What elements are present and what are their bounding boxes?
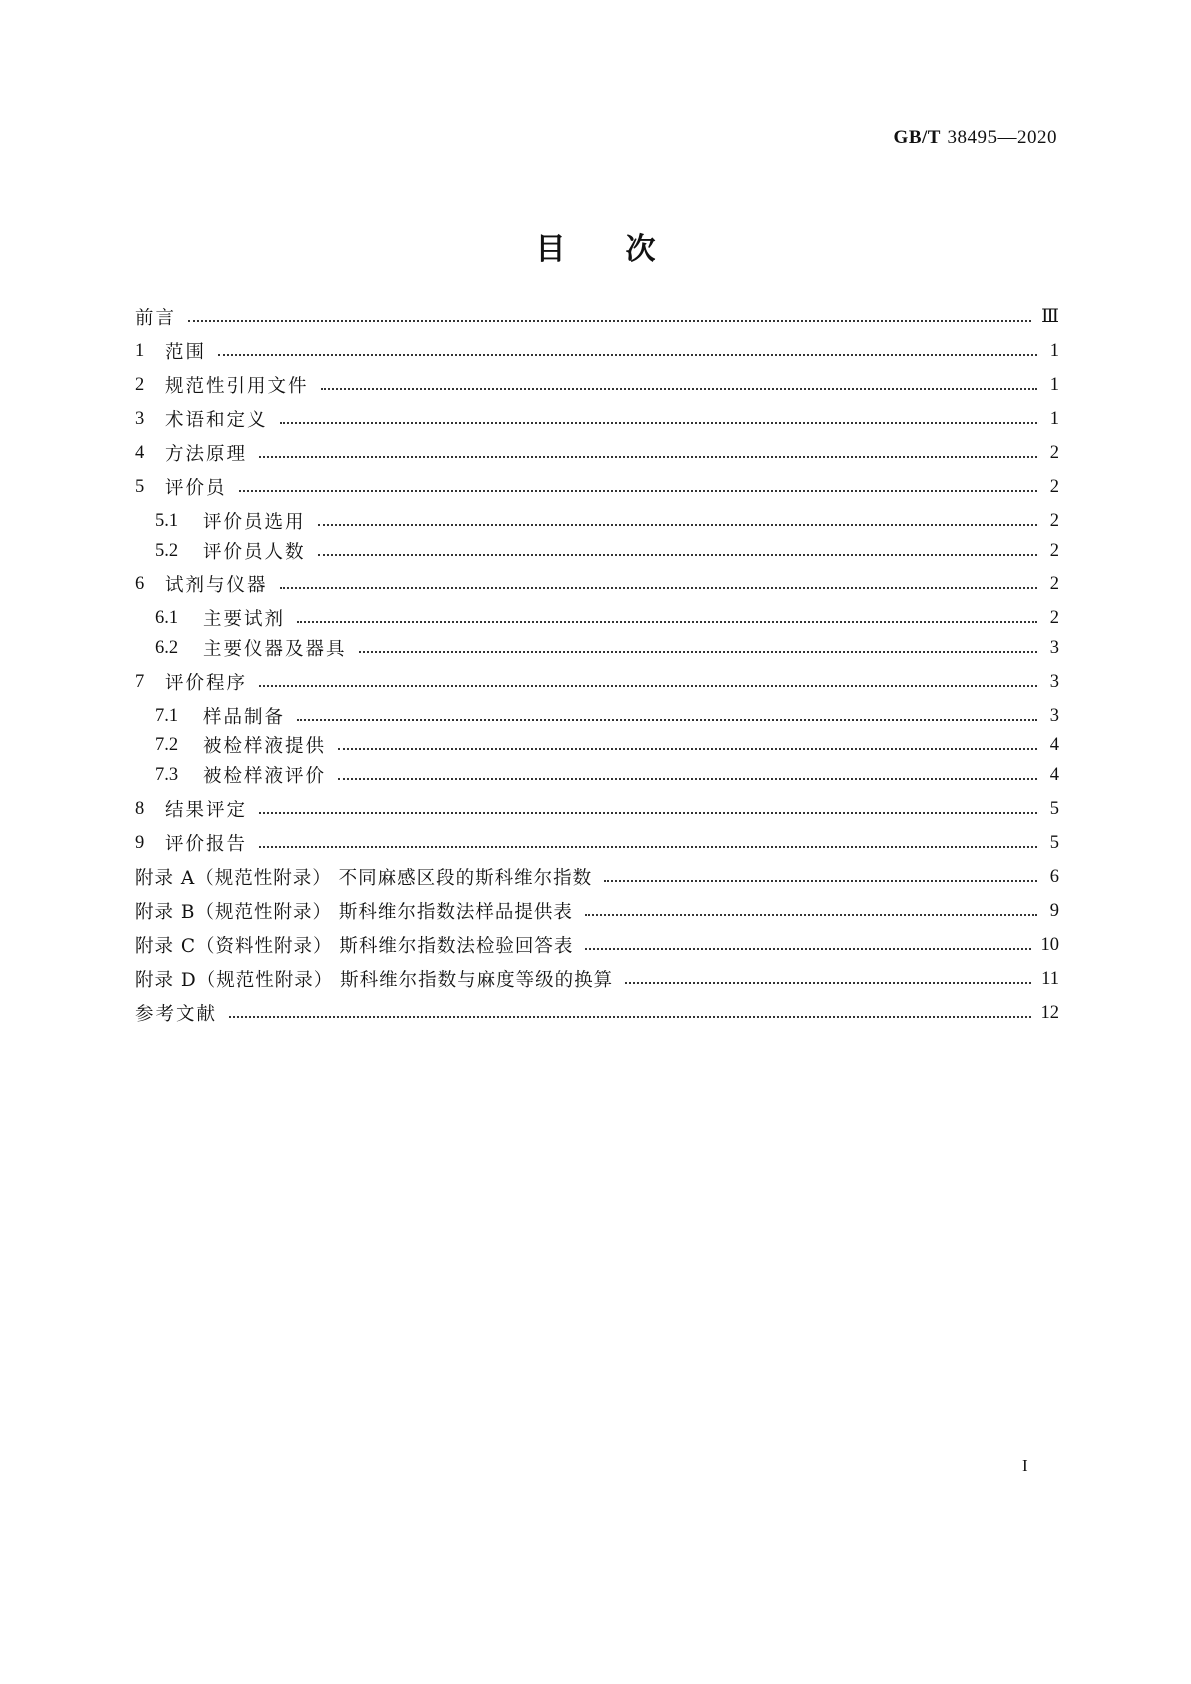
toc-entry-page: 2 bbox=[1049, 540, 1059, 561]
toc-entry-page: 1 bbox=[1049, 374, 1059, 395]
dot-leader bbox=[604, 880, 1037, 882]
toc-entry-page: 2 bbox=[1049, 510, 1059, 531]
standard-prefix: GB/T bbox=[893, 127, 941, 148]
toc-entry-2[interactable] bbox=[135, 371, 1059, 399]
toc-entry-6-2[interactable] bbox=[155, 634, 1059, 662]
toc-entry-8[interactable] bbox=[135, 795, 1059, 823]
table-of-contents bbox=[135, 0, 1059, 1684]
toc-entry-page: 10 bbox=[1040, 934, 1059, 955]
toc-entry-references[interactable] bbox=[135, 999, 1059, 1027]
dot-leader bbox=[259, 456, 1037, 458]
toc-entry-label: 规范性引用文件 bbox=[165, 376, 309, 397]
toc-entry-label: 主要仪器及器具 bbox=[203, 639, 347, 660]
toc-entry-label: 结果评定 bbox=[165, 800, 248, 821]
toc-entry-page: 1 bbox=[1049, 340, 1059, 361]
toc-entry-label: 评价程序 bbox=[165, 673, 248, 694]
dot-leader bbox=[259, 846, 1037, 848]
toc-entry-label: 附录 C（资料性附录） 斯科维尔指数法检验回答表 bbox=[135, 936, 574, 957]
toc-entry-1[interactable] bbox=[135, 337, 1059, 365]
dot-leader bbox=[280, 422, 1037, 424]
toc-entry-annex-c[interactable] bbox=[135, 931, 1059, 959]
toc-entry-page: 3 bbox=[1049, 705, 1059, 726]
dot-leader bbox=[338, 748, 1037, 750]
toc-entry-label: 评价员选用 bbox=[203, 512, 306, 533]
toc-entry-label: 范围 bbox=[165, 342, 207, 363]
toc-entry-label: 评价员 bbox=[165, 478, 227, 499]
toc-entry-6[interactable] bbox=[135, 570, 1059, 598]
toc-entry-annex-d[interactable] bbox=[135, 965, 1059, 993]
toc-entry-page: 5 bbox=[1049, 798, 1059, 819]
dot-leader bbox=[297, 621, 1037, 623]
toc-entry-foreword[interactable] bbox=[135, 303, 1059, 331]
toc-entry-number: 6 bbox=[135, 573, 145, 594]
dot-leader bbox=[318, 524, 1037, 526]
toc-entry-page: 3 bbox=[1049, 637, 1059, 658]
toc-entry-number: 6.1 bbox=[155, 607, 179, 628]
toc-entry-number: 7 bbox=[135, 671, 145, 692]
toc-entry-number: 2 bbox=[135, 374, 145, 395]
standard-number: 38495—2020 bbox=[947, 127, 1057, 148]
dot-leader bbox=[218, 354, 1037, 356]
dot-leader bbox=[359, 651, 1037, 653]
dot-leader bbox=[585, 914, 1037, 916]
toc-entry-number: 7.2 bbox=[155, 734, 179, 755]
toc-entry-label: 主要试剂 bbox=[203, 609, 286, 630]
dot-leader bbox=[259, 812, 1037, 814]
toc-entry-page: 2 bbox=[1049, 573, 1059, 594]
toc-entry-5[interactable] bbox=[135, 473, 1059, 501]
dot-leader bbox=[318, 554, 1037, 556]
toc-entry-number: 7.1 bbox=[155, 705, 179, 726]
toc-entry-7-1[interactable] bbox=[155, 702, 1059, 730]
toc-entry-page: 2 bbox=[1049, 442, 1059, 463]
toc-entry-number: 4 bbox=[135, 442, 145, 463]
toc-entry-7-2[interactable] bbox=[155, 731, 1059, 759]
toc-entry-page: 2 bbox=[1049, 607, 1059, 628]
dot-leader bbox=[338, 778, 1037, 780]
toc-entry-9[interactable] bbox=[135, 829, 1059, 857]
toc-entry-label: 被检样液评价 bbox=[203, 766, 327, 787]
toc-entry-annex-b[interactable] bbox=[135, 897, 1059, 925]
toc-entry-page: 3 bbox=[1049, 671, 1059, 692]
toc-entry-label: 评价员人数 bbox=[203, 542, 306, 563]
dot-leader bbox=[297, 719, 1037, 721]
toc-entry-page: 4 bbox=[1049, 734, 1059, 755]
page-title: 目次 bbox=[535, 232, 716, 267]
dot-leader bbox=[321, 388, 1037, 390]
toc-entry-page: 5 bbox=[1049, 832, 1059, 853]
toc-entry-number: 3 bbox=[135, 408, 145, 429]
toc-entry-number: 5.1 bbox=[155, 510, 179, 531]
dot-leader bbox=[259, 685, 1037, 687]
toc-entry-6-1[interactable] bbox=[155, 604, 1059, 632]
toc-entry-label: 附录 D（规范性附录） 斯科维尔指数与麻度等级的换算 bbox=[135, 970, 614, 991]
dot-leader bbox=[585, 948, 1030, 950]
toc-entry-label: 样品制备 bbox=[203, 707, 286, 728]
dot-leader bbox=[239, 490, 1037, 492]
toc-entry-7-3[interactable] bbox=[155, 761, 1059, 789]
toc-entry-page: 9 bbox=[1049, 900, 1059, 921]
toc-entry-number: 7.3 bbox=[155, 764, 179, 785]
toc-entry-page: 1 bbox=[1049, 408, 1059, 429]
toc-entry-number: 5 bbox=[135, 476, 145, 497]
toc-entry-label: 被检样液提供 bbox=[203, 736, 327, 757]
toc-entry-label: 方法原理 bbox=[165, 444, 248, 465]
toc-entry-page: 2 bbox=[1049, 476, 1059, 497]
page-number: I bbox=[1022, 1456, 1028, 1475]
toc-entry-label: 试剂与仪器 bbox=[165, 575, 268, 596]
toc-entry-number: 9 bbox=[135, 832, 145, 853]
toc-entry-annex-a[interactable] bbox=[135, 863, 1059, 891]
toc-entry-4[interactable] bbox=[135, 439, 1059, 467]
dot-leader bbox=[188, 320, 1031, 322]
dot-leader bbox=[280, 587, 1037, 589]
toc-entry-number: 5.2 bbox=[155, 540, 179, 561]
toc-entry-7[interactable] bbox=[135, 668, 1059, 696]
toc-entry-label: 前言 bbox=[135, 308, 177, 329]
toc-entry-5-1[interactable] bbox=[155, 507, 1059, 535]
dot-leader bbox=[229, 1016, 1030, 1018]
toc-entry-number: 6.2 bbox=[155, 637, 179, 658]
toc-entry-page: Ⅲ bbox=[1041, 307, 1059, 327]
dot-leader bbox=[625, 982, 1031, 984]
toc-entry-label: 参考文献 bbox=[135, 1004, 218, 1025]
toc-entry-3[interactable] bbox=[135, 405, 1059, 433]
toc-entry-label: 术语和定义 bbox=[165, 410, 268, 431]
toc-entry-page: 6 bbox=[1049, 866, 1059, 887]
toc-entry-page: 4 bbox=[1049, 764, 1059, 785]
toc-entry-label: 评价报告 bbox=[165, 834, 248, 855]
toc-entry-label: 附录 B（规范性附录） 斯科维尔指数法样品提供表 bbox=[135, 902, 573, 923]
toc-entry-label: 附录 A（规范性附录） 不同麻感区段的斯科维尔指数 bbox=[135, 868, 593, 889]
toc-entry-page: 11 bbox=[1041, 968, 1059, 989]
toc-entry-page: 12 bbox=[1040, 1002, 1059, 1023]
toc-entry-5-2[interactable] bbox=[155, 537, 1059, 565]
toc-entry-number: 8 bbox=[135, 798, 145, 819]
toc-entry-number: 1 bbox=[135, 340, 145, 361]
